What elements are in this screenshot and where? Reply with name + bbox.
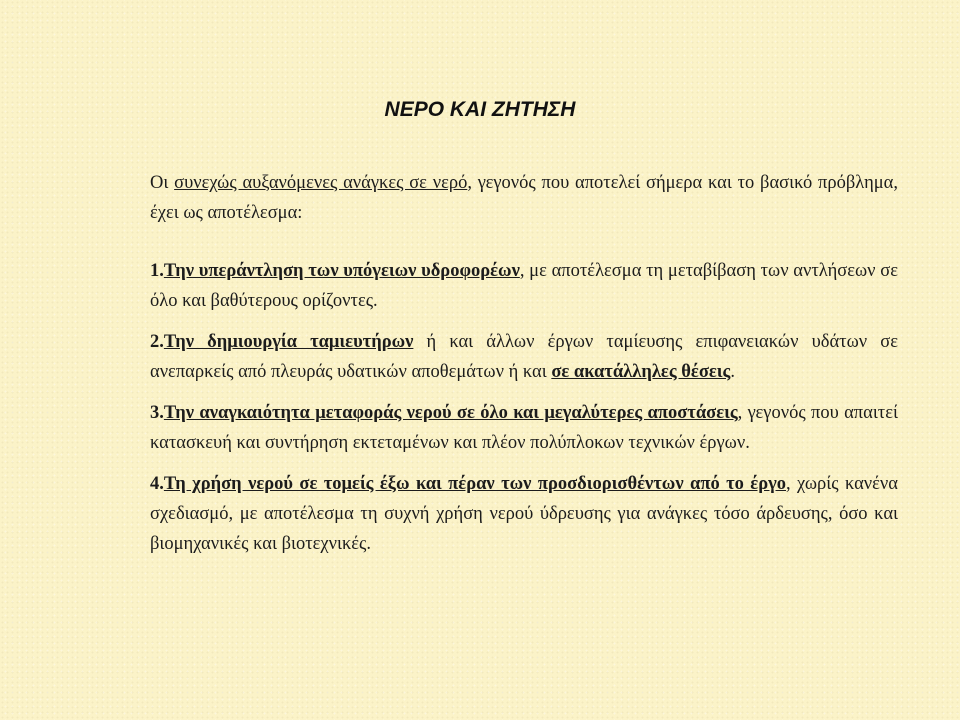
point-3 bbox=[150, 398, 898, 458]
intro-paragraph bbox=[150, 168, 898, 228]
intro-emphasis: συνεχώς αυξανόμενες ανάγκες σε νερό bbox=[174, 173, 468, 193]
point-2-emphasis-2: σε ακατάλληλες θέσεις bbox=[551, 362, 731, 382]
point-1-emphasis: Την υπεράντληση των υπόγειων υδροφορέων bbox=[163, 261, 520, 281]
point-2 bbox=[150, 327, 898, 387]
point-3-text: , γεγονός που απαιτεί κατασκευή και συντήρηση εκτεταμένων και πλέον πολύπλοκων τεχνικών έργων. bbox=[150, 403, 898, 453]
point-2-number: 2. bbox=[150, 332, 164, 352]
intro-post: , γεγονός που αποτελεί σήμερα και το βασικό πρόβλημα, έχει ως αποτέλεσμα: bbox=[150, 173, 898, 223]
intro-pre: Οι bbox=[150, 173, 175, 193]
point-1-text: , με αποτέλεσμα τη μεταβίβαση των αντλήσεων σε όλο και βαθύτερους ορίζοντες. bbox=[150, 261, 898, 311]
slide-title: ΝΕΡΟ ΚΑΙ ΖΗΤΗΣΗ bbox=[384, 98, 576, 121]
point-4-emphasis: Τη χρήση νερού σε τομείς έξω και πέραν των προσδιορισθέντων από το έργο bbox=[163, 474, 786, 494]
point-4 bbox=[150, 469, 898, 559]
point-1-number: 1. bbox=[150, 261, 164, 281]
point-2-emphasis: Την δημιουργία ταμιευτήρων bbox=[163, 332, 414, 352]
point-1 bbox=[150, 256, 898, 316]
point-3-number: 3. bbox=[150, 403, 164, 423]
point-4-text: , χωρίς κανένα σχεδιασμό, με αποτέλεσμα τη συχνή χρήση νερού ύδρευσης για ανάγκες τόσο άρδευσης, όσο και βιομηχανικές και βιοτεχνικές. bbox=[150, 474, 898, 554]
point-4-number: 4. bbox=[150, 474, 164, 494]
slide-body bbox=[150, 168, 898, 559]
point-2-text-2: . bbox=[730, 362, 735, 382]
point-2-text: ή και άλλων έργων ταμίευσης επιφανειακών υδάτων σε ανεπαρκείς από πλευράς υδατικών αποθεμάτων ή και bbox=[150, 332, 898, 382]
point-3-emphasis: Την αναγκαιότητα μεταφοράς νερού σε όλο και μεγαλύτερες αποστάσεις bbox=[163, 403, 738, 423]
